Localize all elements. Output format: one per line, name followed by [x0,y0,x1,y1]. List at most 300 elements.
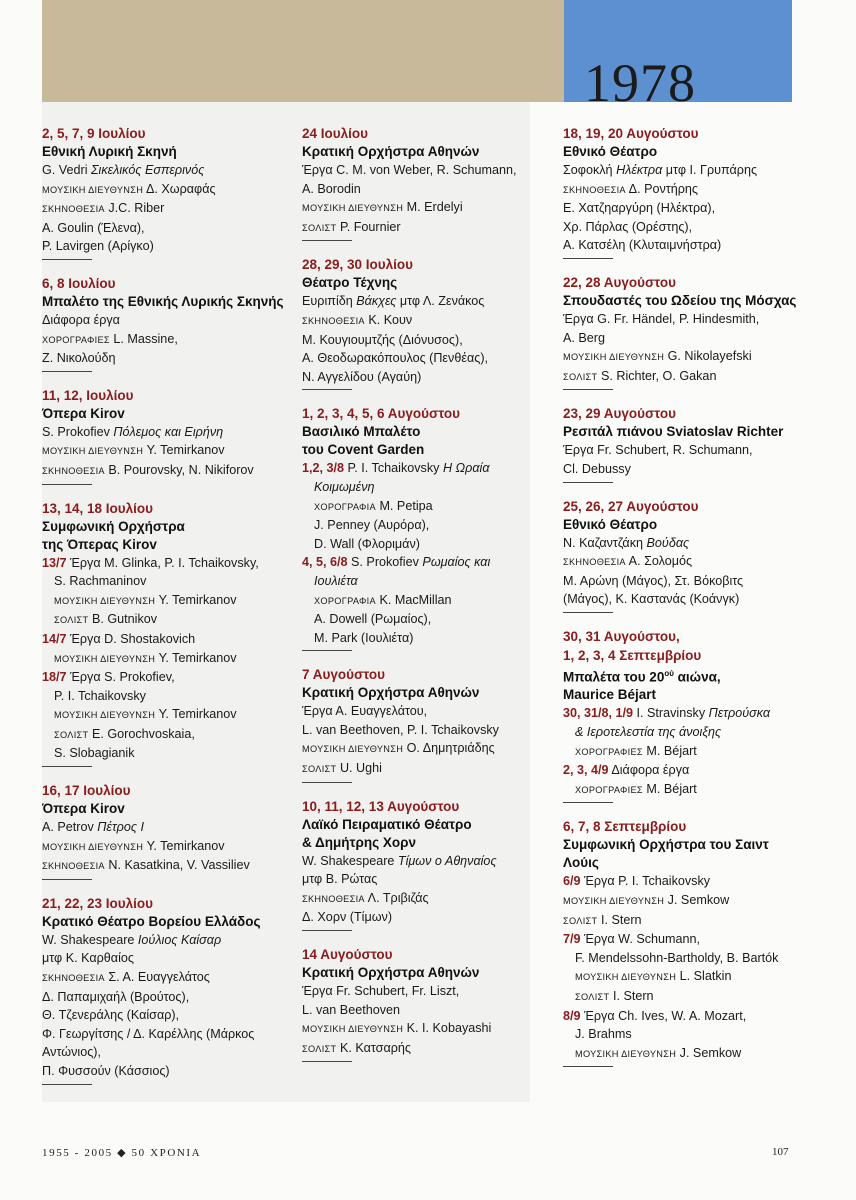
credit-role: ΧΟΡΟΓΡΑΦΙΑ [314,595,376,606]
event-detail-line [563,310,799,329]
event-entry [302,797,554,931]
credit-text: P. Lavirgen (Αρίγκο) [42,239,154,254]
credit-role: ΣΟΛΙΣΤ [54,729,89,740]
divider [302,389,352,390]
work-title: Πόλεμος και Ειρήνη [113,424,224,439]
column-2 [302,124,554,1076]
column-1 [42,124,294,1099]
event-date: 10, 11, 12, 13 Αυγούστου [302,798,460,814]
credit-text: Κ. Κουν [368,312,413,327]
event-venue: Maurice Béjart [563,687,657,703]
credit-text: Δ. Χωραφάς [145,181,216,196]
event-detail-line [563,534,799,553]
credit-text: Έργα Fr. Schubert, Fr. Liszt, [302,984,460,999]
credit-role: ΜΟΥΣΙΚΗ ΔΙΕΥΘΥΝΣΗ [575,972,677,983]
event-detail-line [302,180,554,199]
credit-text: P. I. Tchaikovsky [347,461,443,476]
event-date: 28, 29, 30 Ιουλίου [302,257,414,273]
event-detail-line [42,856,294,876]
credit-text: Ε. Χατζηαργύρη (Ηλέκτρα), [563,201,716,216]
credit-text: Y. Temirkanov [158,707,237,722]
event-detail-line [302,218,554,238]
event-venue: Κρατική Ορχήστρα Αθηνών [302,685,480,701]
event-detail-line [42,161,294,180]
event-venue: της Όπερας Kirov [42,536,157,552]
divider [563,482,613,483]
event-entry [302,124,554,241]
event-detail-line [42,461,294,481]
event-detail-line [42,554,294,573]
divider [42,879,92,880]
event-detail-line [563,590,799,609]
event-entry [563,124,799,259]
credit-role: ΜΟΥΣΙΚΗ ΔΙΕΥΘΥΝΣΗ [54,595,156,606]
divider [302,650,352,651]
sub-date: 13/7 [42,555,67,570]
event-detail-line [563,460,799,479]
credit-role: ΣΟΛΙΣΤ [54,615,89,626]
credit-text: μτφ Κ. Καρθαίος [42,951,134,966]
work-title: Πετρούσκα [708,706,771,721]
credit-text: Φ. Γεωργίτσης / Δ. Καρέλλης (Μάρκος [42,1026,255,1041]
event-detail-line [563,949,799,968]
divider [563,612,613,613]
event-detail-line [563,780,799,800]
sub-date: 1,2, 3/8 [302,461,345,476]
credit-role: ΣΟΛΙΣΤ [302,764,337,775]
event-detail-line [302,591,554,611]
event-detail-line [302,870,554,889]
event-date: 16, 17 Ιουλίου [42,783,131,799]
event-detail-line [563,987,799,1007]
credit-role: ΜΟΥΣΙΚΗ ΔΙΕΥΘΥΝΣΗ [42,446,144,457]
work-title: Πέτρος Ι [97,820,145,835]
event-detail-line [42,591,294,611]
credit-role: ΣΚΗΝΟΘΕΣΙΑ [42,973,105,984]
credit-text: Έργα W. Schumann, [584,932,701,947]
sub-date: 8/9 [563,1008,581,1023]
event-detail-line [42,818,294,837]
event-detail-line [42,237,294,256]
credit-text: F. Mendelssohn-Bartholdy, B. Bartók [575,950,779,965]
credit-text: Ζ. Νικολούδη [42,351,116,366]
event-detail-line [302,908,554,927]
event-date: 30, 31 Αυγούστου, [563,628,680,644]
event-venue: Βασιλικό Μπαλέτο [302,424,421,440]
event-detail-line [42,180,294,200]
event-detail-line [42,837,294,857]
divider [302,1061,352,1062]
credit-role: ΣΟΛΙΣΤ [302,1043,337,1054]
event-entry [42,781,294,880]
event-detail-line [42,630,294,649]
event-date: 14 Αυγούστου [302,947,393,963]
event-detail-line [563,742,799,762]
event-detail-line [563,930,799,949]
credit-text: Έργα C. M. von Weber, R. Schumann, [302,163,517,177]
divider [563,258,613,259]
event-detail-line [563,441,799,460]
event-detail-line [42,311,294,330]
event-detail-line [563,218,799,237]
event-detail-line [42,441,294,461]
event-venue: Μπαλέτο της Εθνικής Λυρικής Σκηνής [42,293,284,309]
event-detail-line [42,199,294,219]
credit-text: Α. Θεοδωρακόπουλος (Πενθέας), [302,351,489,366]
event-detail-line [42,988,294,1007]
credit-role: ΜΟΥΣΙΚΗ ΔΙΕΥΘΥΝΣΗ [563,352,665,363]
credit-text: J. Penney (Αυρόρα), [314,518,430,533]
credit-text: J.C. Riber [108,201,165,216]
event-detail-line [563,967,799,987]
credit-text: Θ. Τζενεράλης (Καίσαρ), [42,1008,180,1023]
event-detail-line [42,744,294,763]
sub-date: 18/7 [42,670,67,685]
credit-role: ΣΟΛΙΣΤ [563,371,598,382]
credit-role: ΣΚΗΝΟΘΕΣΙΑ [42,861,105,872]
event-detail-line [302,535,554,554]
event-detail-line [563,761,799,780]
sub-date: 14/7 [42,631,67,646]
event-detail-line [302,721,554,740]
event-detail-line [563,1044,799,1064]
credit-text: A. Dowell (Ρωμαίος), [314,612,432,627]
event-detail-line [563,704,799,723]
credit-text: Cl. Debussy [563,461,631,476]
sub-date: 30, 31/8, 1/9 [563,706,634,721]
divider [302,782,352,783]
event-detail-line [42,949,294,968]
event-detail-line [563,723,799,742]
credit-role: ΜΟΥΣΙΚΗ ΔΙΕΥΘΥΝΣΗ [575,1048,677,1059]
event-date: 6, 8 Ιουλίου [42,275,116,291]
credit-text: Κ. Κατσαρής [339,1040,411,1055]
event-detail-line [563,1025,799,1044]
credit-text: S. Prokofiev [351,555,423,570]
event-detail-line [563,367,799,387]
event-entry [302,665,554,782]
credit-text: P. I. Tchaikovsky [54,688,146,703]
work-title: Βούδας [646,535,690,550]
event-entry [302,945,554,1062]
credit-text: L. Slatkin [679,969,732,984]
credit-role: ΣΟΛΙΣΤ [575,991,610,1002]
work-title: Σικελικός Εσπερινός [91,163,205,177]
credit-text: (Μάγος), Κ. Καστανάς (Κοάνγκ) [563,592,740,607]
credit-text: L. van Beethoven [302,1002,401,1017]
credit-text: S. Rachmaninov [54,574,147,589]
credit-text: Δ. Χορν (Τίμων) [302,910,393,925]
credit-role: ΣΟΛΙΣΤ [563,915,598,926]
event-venue: Λαϊκό Πειραματικό Θέατρο [302,816,472,832]
event-venue: Συμφωνική Ορχήστρα του Σαιντ Λούις [563,837,769,871]
credit-role: ΜΟΥΣΙΚΗ ΔΙΕΥΘΥΝΣΗ [54,710,156,721]
event-entry [302,404,554,651]
event-date: 21, 22, 23 Ιουλίου [42,895,154,911]
event-entry [42,386,294,485]
credit-role: ΧΟΡΟΓΡΑΦΙΕΣ [575,746,643,757]
event-venue: Ρεσιτάλ πιάνου Sviatoslav Richter [563,424,784,440]
event-entry [563,497,799,613]
credit-text: Έργα Fr. Schubert, R. Schumann, [563,443,753,458]
event-detail-line [563,180,799,200]
event-detail-line [42,725,294,745]
credit-text: μτφ Λ. Ζενάκος [396,294,485,309]
event-detail-line [42,705,294,725]
credit-text: Ευριπίδη [302,294,357,309]
page-number: 107 [772,1146,789,1158]
event-detail-line [302,553,554,572]
credit-text: L. Massine, [113,331,178,346]
header-beige-band [42,0,564,102]
event-date: 11, 12, Ιουλίου [42,387,134,403]
event-detail-line [302,311,554,331]
credit-text: Y. Temirkanov [146,443,225,458]
credit-text: Έργα Α. Ευαγγελάτου, [302,704,428,719]
credit-text: Έργα M. Glinka, P. I. Tchaikovsky, [70,555,259,570]
event-detail-line [563,891,799,911]
credit-role: ΜΟΥΣΙΚΗ ΔΙΕΥΘΥΝΣΗ [54,653,156,664]
event-detail-line [563,236,799,255]
event-date: 23, 29 Αυγούστου [563,406,676,422]
credit-text: M. Park (Ιουλιέτα) [314,630,414,645]
event-entry [42,124,294,260]
credit-text: Έργα Ch. Ives, W. A. Mozart, [584,1008,747,1023]
sub-date: 2, 3, 4/9 [563,763,609,778]
work-title: Ιούλιος Καίσαρ [137,932,222,947]
event-detail-line [302,497,554,517]
event-detail-line [42,1025,294,1044]
event-venue: Κρατικό Θέατρο Βορείου Ελλάδος [42,913,261,929]
event-date: 7 Αυγούστου [302,667,385,683]
credit-text: S. Slobagianik [54,746,135,761]
event-detail-line [563,329,799,348]
credit-role: ΧΟΡΟΓΡΑΦΙΕΣ [575,784,643,795]
event-date: 1, 2, 3, 4 Σεπτεμβρίου [563,647,702,663]
event-detail-line [563,1007,799,1026]
event-detail-line [302,889,554,909]
credit-text: Α. Σολομός [628,554,693,569]
credit-text: Y. Temirkanov [146,838,225,853]
credit-text: M. Erdelyi [406,200,463,215]
event-venue: Κρατική Ορχήστρα Αθηνών [302,965,480,981]
event-detail-line [563,199,799,218]
credit-text: W. Shakespeare [302,853,398,868]
credit-role: ΣΟΛΙΣΤ [302,222,337,233]
credit-role: ΧΟΡΟΓΡΑΦΙΑ [314,501,376,512]
credit-text: K. I. Kobayashi [406,1021,492,1036]
sub-date: 7/9 [563,932,581,947]
credit-text: J. Brahms [575,1027,632,1042]
event-detail-line [302,368,554,387]
credit-text: Σοφοκλή [563,163,617,177]
event-entry [563,404,799,482]
event-entry [563,817,799,1067]
event-detail-line [42,1062,294,1081]
credit-text: Έργα P. I. Tchaikovsky [584,874,711,889]
event-detail-line [42,1043,294,1062]
credit-text: Διάφορα έργα [42,312,120,327]
event-detail-line [302,572,554,591]
credit-text: W. Shakespeare [42,932,138,947]
event-detail-line [563,572,799,591]
credit-role: ΜΟΥΣΙΚΗ ΔΙΕΥΘΥΝΣΗ [42,841,144,852]
event-detail-line [302,739,554,759]
event-detail-line [302,292,554,311]
event-detail-line [42,1006,294,1025]
event-detail-line [302,161,554,180]
credit-text: Διάφορα έργα [611,763,690,778]
credit-text: J. Semkow [667,892,730,907]
credit-text: D. Wall (Φλοριμάν) [314,536,420,551]
event-venue: & Δημήτρης Χορν [302,834,416,850]
event-detail-line [563,552,799,572]
event-detail-line [302,198,554,218]
work-title: Ηλέκτρα [616,163,663,177]
credit-text: Α. Κατσέλη (Κλυταιμνήστρα) [563,238,722,253]
credit-text: E. Gorochvoskaia, [91,726,195,741]
event-venue: Κρατική Ορχήστρα Αθηνών [302,144,480,159]
event-detail-line [302,982,554,1001]
divider [42,1084,92,1085]
sub-date: 4, 5, 6/8 [302,555,348,570]
credit-role: ΜΟΥΣΙΚΗ ΔΙΕΥΘΥΝΣΗ [563,895,665,906]
event-date: 25, 26, 27 Αυγούστου [563,498,699,514]
credit-text: M. Béjart [646,781,697,796]
credit-text: I. Stravinsky [636,706,709,721]
credit-text: I. Stern [600,912,642,927]
credit-text: A. Borodin [302,181,361,196]
credit-text: Χρ. Πάρλας (Ορέστης), [563,219,693,234]
event-detail-line [302,759,554,779]
credit-role: ΜΟΥΣΙΚΗ ΔΙΕΥΘΥΝΣΗ [302,744,404,755]
credit-text: B. Gutnikov [91,612,158,627]
column-3 [563,124,799,1081]
work-title: & Ιεροτελεστία της άνοιξης [575,725,722,739]
event-entry [42,274,294,372]
event-detail-line [302,331,554,350]
event-detail-line [302,1019,554,1039]
event-detail-line [302,629,554,648]
event-entry [563,627,799,803]
credit-text: P. Fournier [339,219,401,234]
event-detail-line [42,687,294,706]
work-title: Κοιμωμένη [314,479,375,494]
event-date: 2, 5, 7, 9 Ιουλίου [42,126,146,141]
credit-role: ΣΚΗΝΟΘΕΣΙΑ [42,465,105,476]
event-detail-line [563,911,799,931]
credit-text: K. MacMillan [379,592,452,607]
credit-text: Αντώνιος), [42,1045,101,1060]
event-venue: Σπουδαστές του Ωδείου της Μόσχας [563,292,797,308]
event-detail-line [302,610,554,629]
credit-text: U. Ughi [339,761,382,776]
work-title: Βάκχες [356,294,397,309]
credit-text: Μ. Αρώνη (Μάγος), Στ. Βόκοβιτς [563,573,744,588]
event-venue: Εθνικό Θέατρο [563,516,658,532]
credit-text: L. van Beethoven, P. I. Tchaikovsky [302,722,499,737]
work-title: Τίμων ο Αθηναίος [397,853,497,868]
event-venue: Όπερα Kirov [42,801,125,817]
event-date: 24 Ιουλίου [302,126,368,141]
page-year: 1978 [584,53,696,113]
event-date: 22, 28 Αυγούστου [563,274,676,290]
credit-text: A. Petrov [42,820,98,835]
divider [563,802,613,803]
work-title: Ιουλιέτα [314,573,358,588]
event-date: 13, 14, 18 Ιουλίου [42,500,154,516]
credit-text: Y. Temirkanov [158,592,237,607]
credit-role: ΜΟΥΣΙΚΗ ΔΙΕΥΘΥΝΣΗ [302,1024,404,1035]
event-date: 18, 19, 20 Αυγούστου [563,126,699,141]
credit-text: Έργα D. Shostakovich [70,631,196,646]
work-title: Η Ωραία [442,461,490,476]
event-detail-line [302,1001,554,1020]
credit-text: Έργα S. Prokofiev, [70,670,175,685]
credit-text: M. Petipa [379,498,433,513]
credit-text: Y. Temirkanov [158,650,237,665]
credit-text: Έργα G. Fr. Händel, P. Hindesmith, [563,311,760,326]
event-date: 6, 7, 8 Σεπτεμβρίου [563,819,687,835]
credit-text: G. Nikolayefski [667,349,752,364]
credit-text: Σ. Α. Ευαγγελάτος [108,970,210,985]
event-detail-line [302,516,554,535]
credit-role: ΣΚΗΝΟΘΕΣΙΑ [563,184,626,195]
divider [42,484,92,485]
credit-text: Λ. Τριβιζάς [367,890,429,905]
event-entry [563,273,799,390]
credit-text: Ο. Δημητριάδης [406,741,495,756]
credit-role: ΜΟΥΣΙΚΗ ΔΙΕΥΘΥΝΣΗ [42,184,144,195]
event-date: 1, 2, 3, 4, 5, 6 Αυγούστου [302,406,461,422]
credit-text: N. Kasatkina, V. Vassiliev [108,858,250,873]
event-detail-line [42,330,294,350]
event-entry [302,255,554,390]
event-detail-line [42,968,294,988]
sub-date: 6/9 [563,874,581,889]
divider [42,371,92,372]
event-entry [42,499,294,768]
event-detail-line [563,347,799,367]
event-venue: Εθνική Λυρική Σκηνή [42,144,177,159]
credit-text: Μ. Κουγιουμτζής (Διόνυσος), [302,332,463,347]
work-title: Ρωμαίος και [422,555,491,570]
event-detail-line [42,931,294,950]
divider [563,1066,613,1067]
credit-text: J. Semkow [679,1045,742,1060]
credit-text: I. Stern [612,988,654,1003]
event-detail-line [42,423,294,442]
event-entry [42,894,294,1085]
divider [42,766,92,767]
event-detail-line [302,459,554,478]
footer-title: 1955 - 2005 ◆ 50 ΧΡΟΝΙΑ [42,1147,202,1159]
credit-text: Δ. Παπαμιχαήλ (Βρούτος), [42,989,190,1004]
credit-text: M. Béjart [646,743,697,758]
credit-text: B. Pourovsky, N. Nikiforov [108,462,254,477]
event-detail-line [302,1039,554,1059]
event-detail-line [42,349,294,368]
event-venue: Μπαλέτα του $20^{oύ}$ αιώνα, [563,668,721,685]
credit-role: ΣΚΗΝΟΘΕΣΙΑ [563,557,626,568]
event-detail-line [563,872,799,891]
event-venue: Συμφωνική Ορχήστρα [42,518,185,534]
event-detail-line [42,219,294,238]
credit-role: ΣΚΗΝΟΘΕΣΙΑ [42,204,105,215]
event-venue: Όπερα Kirov [42,405,125,421]
credit-role: ΣΚΗΝΟΘΕΣΙΑ [302,893,365,904]
event-detail-line [42,572,294,591]
